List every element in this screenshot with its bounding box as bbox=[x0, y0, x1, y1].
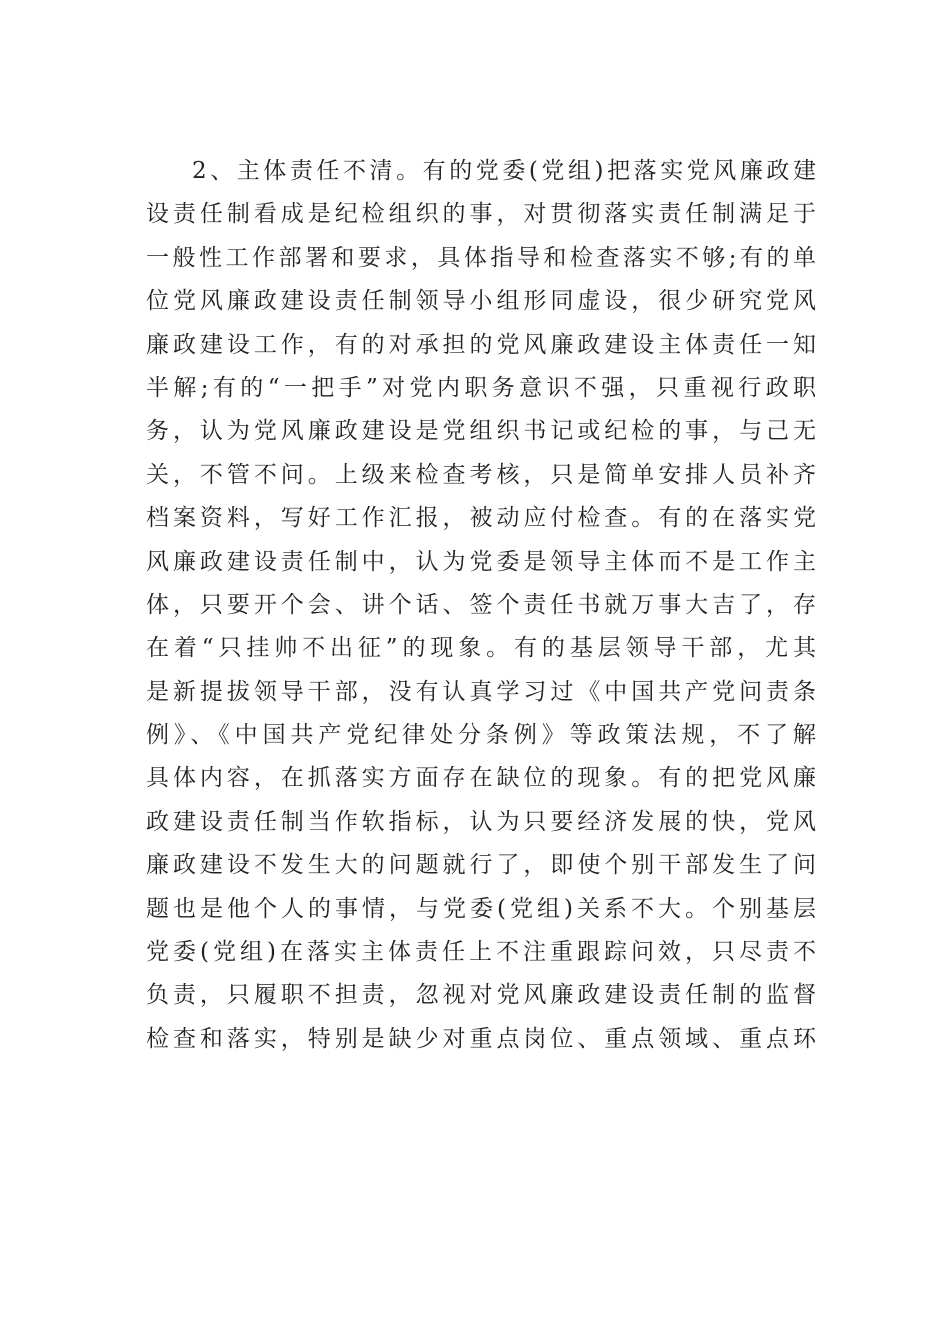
text-line: 关，不管不问。上级来检查考核，只是简单安排人员补齐 bbox=[146, 461, 816, 488]
body-paragraph bbox=[146, 150, 816, 1061]
text-line: 一般性工作部署和要求，具体指导和检查落实不够;有的单 bbox=[146, 244, 816, 271]
text-line: 例》、《中国共产党纪律处分条例》等政策法规，不了解 bbox=[146, 722, 816, 749]
text-line: 党委(党组)在落实主体责任上不注重跟踪问效，只尽责不 bbox=[146, 939, 816, 966]
text-line: 半解;有的“一把手”对党内职务意识不强，只重视行政职 bbox=[146, 374, 816, 401]
text-line: 在着“只挂帅不出征”的现象。有的基层领导干部，尤其 bbox=[146, 635, 816, 662]
text-line: 检查和落实，特别是缺少对重点岗位、重点领域、重点环 bbox=[146, 1025, 816, 1052]
text-line: 题也是他个人的事情，与党委(党组)关系不大。个别基层 bbox=[146, 895, 816, 922]
text-line: 廉政建设不发生大的问题就行了，即使个别干部发生了问 bbox=[146, 852, 816, 879]
text-line: 设责任制看成是纪检组织的事，对贯彻落实责任制满足于 bbox=[146, 201, 816, 228]
text-line: 是新提拔领导干部，没有认真学习过《中国共产党问责条 bbox=[146, 678, 816, 705]
text-line: 政建设责任制当作软指标，认为只要经济发展的快，党风 bbox=[146, 808, 816, 835]
text-line: 风廉政建设责任制中，认为党委是领导主体而不是工作主 bbox=[146, 548, 816, 575]
text-line: 档案资料，写好工作汇报，被动应付检查。有的在落实党 bbox=[146, 505, 816, 532]
text-line: 务，认为党风廉政建设是党组织书记或纪检的事，与己无 bbox=[146, 418, 816, 445]
text-line: 位党风廉政建设责任制领导小组形同虚设，很少研究党风 bbox=[146, 288, 816, 315]
text-line: 体，只要开个会、讲个话、签个责任书就万事大吉了，存 bbox=[146, 591, 816, 618]
text-line: 廉政建设工作，有的对承担的党风廉政建设主体责任一知 bbox=[146, 331, 816, 358]
text-line: 负责，只履职不担责，忽视对党风廉政建设责任制的监督 bbox=[146, 982, 816, 1009]
text-line: 2、主体责任不清。有的党委(党组)把落实党风廉政建 bbox=[192, 158, 816, 184]
text-line: 具体内容，在抓落实方面存在缺位的现象。有的把党风廉 bbox=[146, 765, 816, 792]
